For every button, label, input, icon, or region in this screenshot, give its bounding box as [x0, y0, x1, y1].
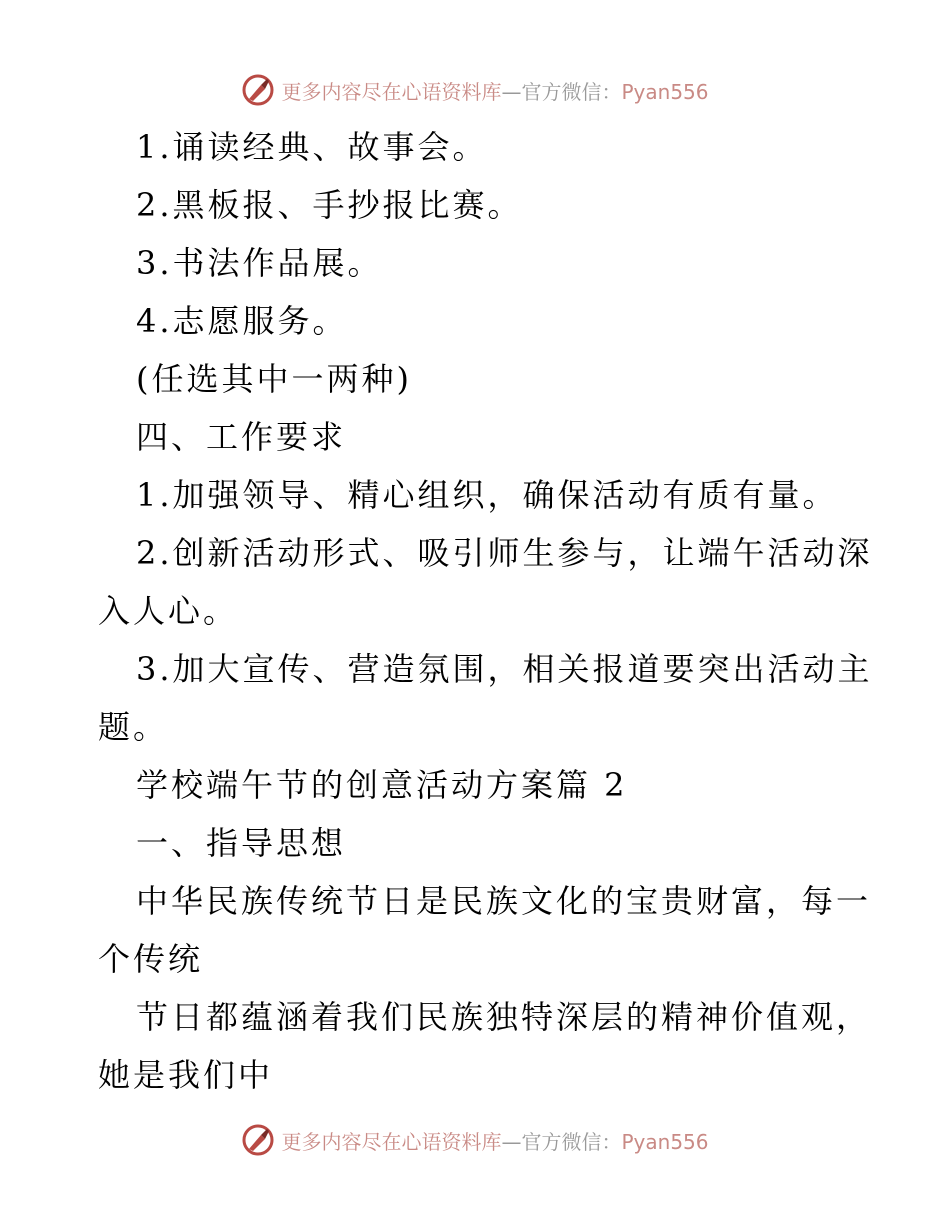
- text-line: 中华民族传统节日是民族文化的宝贵财富，每一: [136, 882, 872, 920]
- watermark-text: 更多内容尽在心语资料库—官方微信：Pyan556: [281, 1129, 709, 1154]
- watermark-text: 更多内容尽在心语资料库—官方微信：Pyan556: [281, 79, 709, 104]
- text-line: 个传统: [98, 940, 204, 978]
- text-line: 1.诵读经典、故事会。: [136, 128, 488, 166]
- section-heading: 四、工作要求: [136, 418, 347, 456]
- text-line: (任选其中一两种): [136, 360, 412, 398]
- watermark-top: [0, 70, 950, 110]
- section-title: 学校端午节的创意活动方案篇 2: [136, 766, 628, 804]
- text-line: 2.创新活动形式、吸引师生参与，让端午活动深: [136, 534, 873, 572]
- text-line: 节日都蕴涵着我们民族独特深层的精神价值观，: [136, 998, 872, 1036]
- watermark-bottom: [0, 1120, 950, 1160]
- text-line: 2.黑板报、手抄报比赛。: [136, 186, 523, 224]
- text-line: 入人心。: [98, 592, 239, 630]
- section-heading: 一、指导思想: [136, 824, 347, 862]
- text-line: 题。: [98, 708, 169, 746]
- text-line: 1.加强领导、精心组织，确保活动有质有量。: [136, 476, 838, 514]
- text-line: 3.书法作品展。: [136, 244, 383, 282]
- text-line: 她是我们中: [98, 1056, 274, 1094]
- text-line: 3.加大宣传、营造氛围，相关报道要突出活动主: [136, 650, 873, 688]
- pen-logo-icon: [241, 73, 275, 107]
- pen-logo-icon: [241, 1123, 275, 1157]
- text-line: 4.志愿服务。: [136, 302, 348, 340]
- document-body: [98, 118, 873, 1104]
